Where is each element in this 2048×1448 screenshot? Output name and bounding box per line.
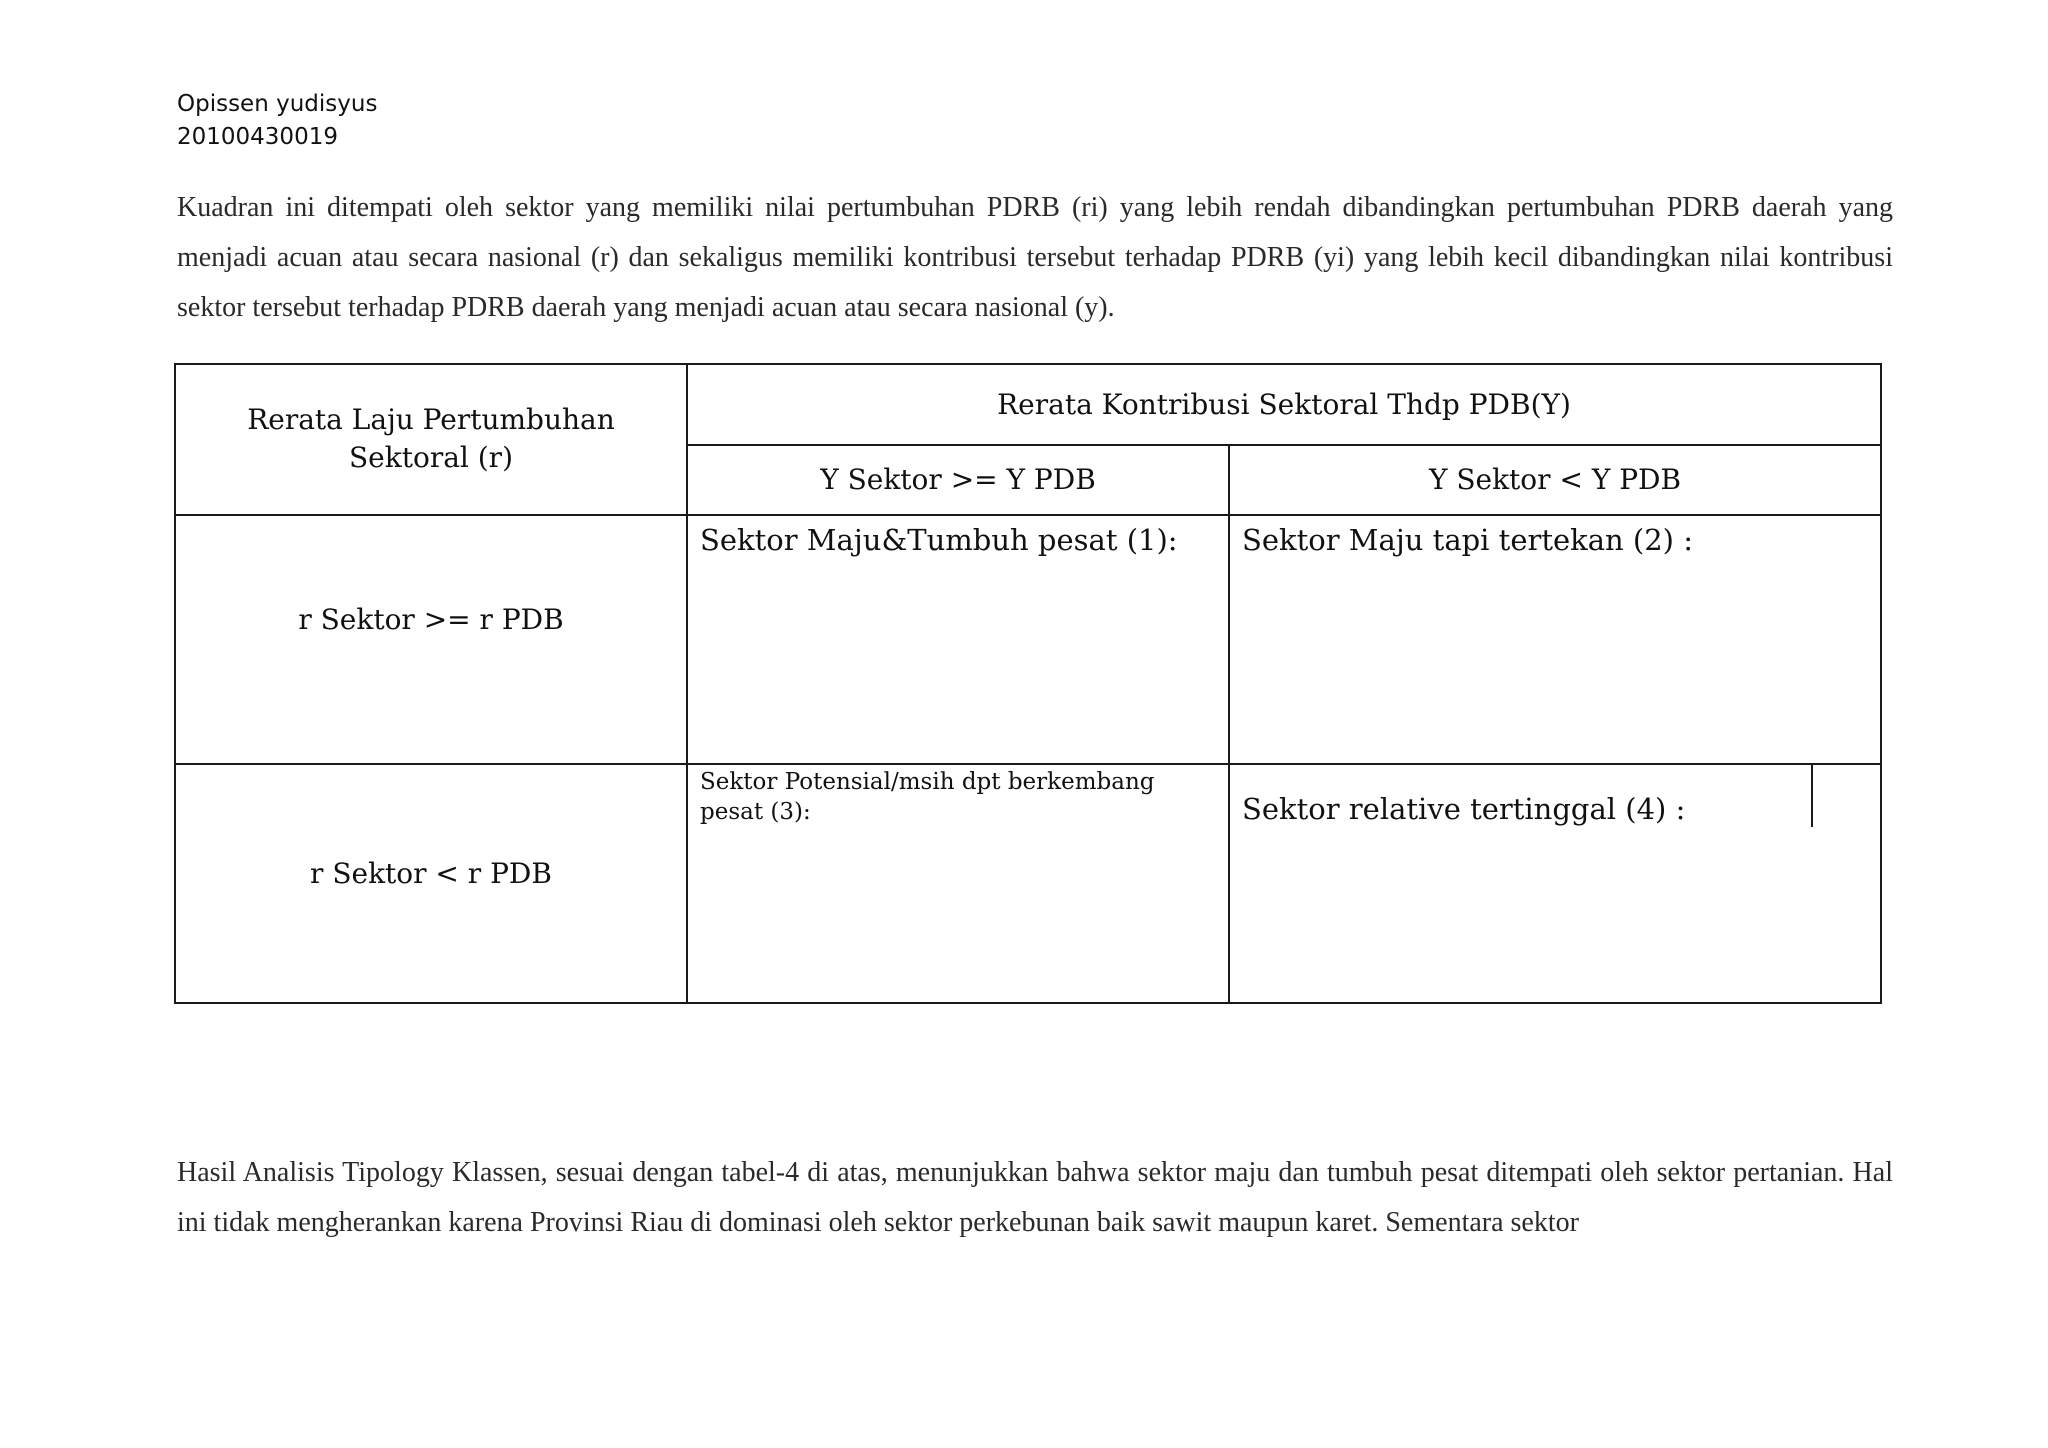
student-id: 20100430019	[177, 124, 338, 150]
column-high-contribution	[687, 445, 1229, 515]
row-low-growth-label: r Sektor < r PDB	[310, 857, 552, 891]
klassen-typology-table	[174, 363, 1882, 1004]
table-row-high-growth	[175, 515, 1881, 765]
quadrant-3-label: Sektor Potensial/msih dpt berkembang pesat (3):	[700, 769, 1155, 826]
column-low-contribution	[1229, 445, 1881, 515]
row-high-growth-label: r Sektor >= r PDB	[298, 603, 564, 637]
growth-header-label: Rerata Laju Pertumbuhan Sektoral (r)	[247, 403, 615, 475]
intro-paragraph: Kuadran ini ditempati oleh sektor yang memiliki nilai pertumbuhan PDRB (ri) yang lebih rendah dibandingkan pertumbuhan PDRB daerah yang menjadi acuan atau secara nasional (r) dan sekaligus memiliki kontribusi tersebut terhadap PDRB (yi) yang lebih kecil dibandingkan nilai kontribusi sektor tersebut terhadap PDRB daerah yang menjadi acuan atau secara nasional (y).	[177, 192, 1893, 323]
row-high-growth-cell	[175, 515, 687, 765]
quadrant-2-cell	[1229, 515, 1881, 765]
table-row-low-growth	[175, 764, 1881, 1003]
table-header-row	[175, 364, 1881, 445]
quadrant-1-label: Sektor Maju&Tumbuh pesat (1):	[700, 522, 1178, 557]
document-header	[177, 88, 377, 154]
quadrant-1-cell	[687, 515, 1229, 765]
column-low-label: Y Sektor < Y PDB	[1428, 463, 1682, 497]
quadrant-4-cell	[1229, 764, 1881, 1003]
growth-header-cell	[175, 364, 687, 515]
row-low-growth-cell	[175, 764, 687, 1003]
contribution-header-cell	[687, 364, 1881, 445]
quadrant-3-cell	[687, 764, 1229, 1003]
quadrant-2-label: Sektor Maju tapi tertekan (2) :	[1242, 522, 1693, 557]
result-paragraph: Hasil Analisis Tipology Klassen, sesuai dengan tabel-4 di atas, menunjukkan bahwa sektor maju dan tumbuh pesat ditempati oleh sektor pertanian. Hal ini tidak mengherankan karena Provinsi Riau di dominasi oleh sektor perkebunan baik sawit maupun karet. Sementara sektor	[177, 1157, 1893, 1238]
cell-divider-fragment	[1811, 765, 1813, 827]
contribution-header-label: Rerata Kontribusi Sektoral Thdp PDB(Y)	[997, 387, 1571, 421]
column-high-label: Y Sektor >= Y PDB	[820, 463, 1096, 497]
quadrant-4-label: Sektor relative tertinggal (4) :	[1242, 792, 1686, 827]
author-name: Opissen yudisyus	[177, 91, 378, 117]
